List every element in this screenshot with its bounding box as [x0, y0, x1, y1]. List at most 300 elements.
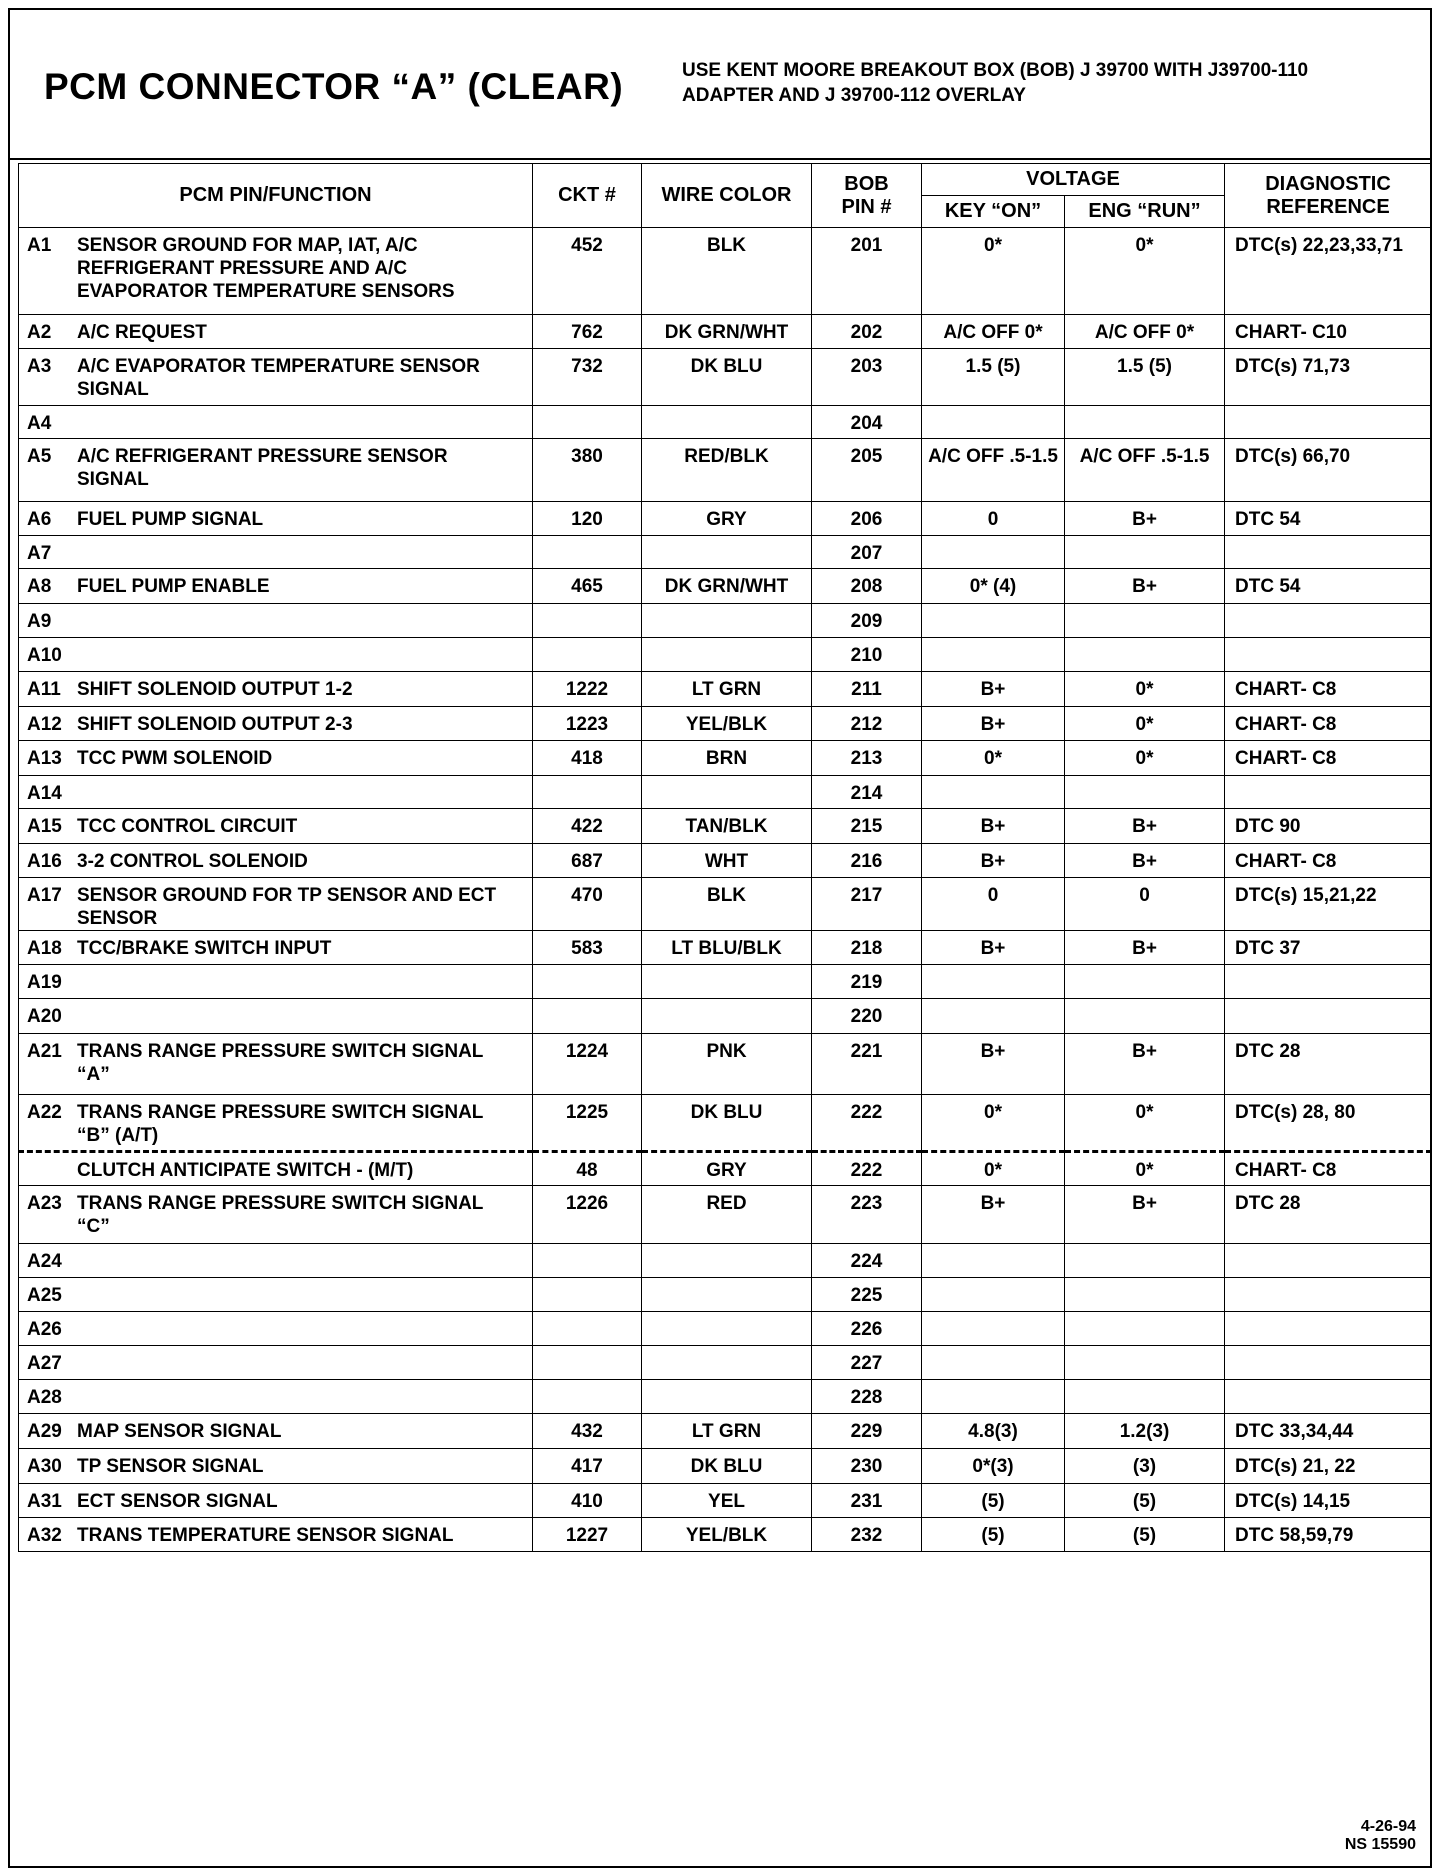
ckt-cell: 452 — [533, 228, 642, 315]
bob-pin-cell: 205 — [812, 439, 922, 502]
wire-color-cell: DK GRN/WHT — [642, 569, 812, 604]
ckt-cell — [533, 999, 642, 1034]
header-note-line-1: USE KENT MOORE BREAKOUT BOX (BOB) J 39700 WITH J39700-110 — [682, 60, 1309, 81]
pin-label: A2 — [27, 322, 52, 343]
pin-function: CLUTCH ANTICIPATE SWITCH - (M/T) — [77, 1160, 414, 1181]
bob-pin-cell: 227 — [812, 1346, 922, 1380]
table-row — [19, 1034, 1432, 1095]
key-on-voltage-cell — [922, 1380, 1065, 1414]
pin-function: TRANS RANGE PRESSURE SWITCH SIGNAL “A” — [77, 1041, 484, 1085]
wire-color-cell: TAN/BLK — [642, 809, 812, 844]
key-on-voltage-cell: (5) — [922, 1518, 1065, 1552]
pin-function-cell — [19, 604, 533, 638]
diagnostic-reference-cell — [1225, 1312, 1432, 1346]
key-on-voltage-cell: B+ — [922, 809, 1065, 844]
pin-function: TRANS TEMPERATURE SENSOR SIGNAL — [77, 1525, 454, 1546]
pin-function-cell — [19, 1484, 533, 1518]
table-row — [19, 844, 1432, 878]
pin-function: TRANS RANGE PRESSURE SWITCH SIGNAL “B” (A/T) — [77, 1102, 484, 1146]
eng-run-voltage-cell: B+ — [1065, 931, 1225, 965]
key-on-voltage-cell: B+ — [922, 844, 1065, 878]
table-row — [19, 315, 1432, 349]
document-footer — [1345, 1818, 1416, 1854]
pin-function: FUEL PUMP ENABLE — [77, 576, 270, 597]
ckt-cell — [533, 1380, 642, 1414]
col-header-bob-pin-line-2: PIN # — [841, 195, 892, 218]
table-row — [19, 1449, 1432, 1484]
table-row — [19, 1186, 1432, 1244]
pin-function-cell — [19, 1414, 533, 1449]
ckt-cell — [533, 638, 642, 672]
pin-label: A11 — [27, 679, 61, 700]
eng-run-voltage-cell: B+ — [1065, 844, 1225, 878]
table-row — [19, 1244, 1432, 1278]
key-on-voltage-cell — [922, 406, 1065, 439]
table-row — [19, 536, 1432, 569]
pin-function-cell — [19, 931, 533, 965]
ckt-cell: 1227 — [533, 1518, 642, 1552]
pin-function-cell — [19, 809, 533, 844]
wire-color-cell — [642, 638, 812, 672]
wire-color-cell — [642, 1380, 812, 1414]
bob-pin-cell: 207 — [812, 536, 922, 569]
ckt-cell: 120 — [533, 502, 642, 536]
pin-label: A6 — [27, 509, 52, 530]
wire-color-cell — [642, 1244, 812, 1278]
ckt-cell: 432 — [533, 1414, 642, 1449]
diagnostic-reference-cell: CHART- C8 — [1225, 1152, 1432, 1186]
wire-color-cell — [642, 999, 812, 1034]
diagnostic-reference-cell: DTC 54 — [1225, 569, 1432, 604]
table-row — [19, 638, 1432, 672]
pin-function-cell — [19, 1034, 533, 1095]
pin-function-cell — [19, 1312, 533, 1346]
table-row — [19, 1518, 1432, 1552]
pin-label: A32 — [27, 1525, 62, 1546]
diagnostic-reference-cell: CHART- C8 — [1225, 741, 1432, 776]
pin-label: A3 — [27, 356, 52, 377]
footer-code: NS 15590 — [1344, 1836, 1416, 1853]
ckt-cell — [533, 406, 642, 439]
pin-function-cell — [19, 1449, 533, 1484]
pin-function-cell — [19, 406, 533, 439]
key-on-voltage-cell — [922, 965, 1065, 999]
bob-pin-cell: 203 — [812, 349, 922, 406]
ckt-cell: 465 — [533, 569, 642, 604]
key-on-voltage-cell — [922, 638, 1065, 672]
wire-color-cell: WHT — [642, 844, 812, 878]
diagnostic-reference-cell: DTC(s) 28, 80 — [1225, 1095, 1432, 1152]
ckt-cell: 1223 — [533, 707, 642, 741]
wire-color-cell — [642, 1278, 812, 1312]
bob-pin-cell: 229 — [812, 1414, 922, 1449]
bob-pin-cell: 225 — [812, 1278, 922, 1312]
diagnostic-reference-cell: DTC 28 — [1225, 1034, 1432, 1095]
key-on-voltage-cell: 0 — [922, 502, 1065, 536]
table-row — [19, 809, 1432, 844]
pin-label: A26 — [27, 1319, 62, 1340]
pin-function-cell — [19, 707, 533, 741]
eng-run-voltage-cell: (5) — [1065, 1518, 1225, 1552]
eng-run-voltage-cell: 0* — [1065, 228, 1225, 315]
bob-pin-cell: 202 — [812, 315, 922, 349]
pin-function: A/C REQUEST — [77, 322, 207, 343]
col-header-diagnostic — [1225, 164, 1432, 228]
eng-run-voltage-cell — [1065, 965, 1225, 999]
eng-run-voltage-cell — [1065, 604, 1225, 638]
key-on-voltage-cell: B+ — [922, 931, 1065, 965]
pin-function: MAP SENSOR SIGNAL — [77, 1421, 282, 1442]
pin-label: A25 — [27, 1285, 62, 1306]
diagnostic-reference-cell — [1225, 406, 1432, 439]
pin-function: SENSOR GROUND FOR MAP, IAT, A/C REFRIGERANT PRESSURE AND A/C EVAPORATOR TEMPERATURE SENSORS — [77, 235, 455, 302]
eng-run-voltage-cell — [1065, 536, 1225, 569]
eng-run-voltage-cell: 1.2(3) — [1065, 1414, 1225, 1449]
bob-pin-cell: 213 — [812, 741, 922, 776]
pin-function-cell — [19, 878, 533, 931]
wire-color-cell: YEL/BLK — [642, 1518, 812, 1552]
pin-label: A7 — [27, 543, 52, 564]
wire-color-cell: DK BLU — [642, 349, 812, 406]
wire-color-cell: DK BLU — [642, 1095, 812, 1152]
pin-function-cell — [19, 844, 533, 878]
bob-pin-cell: 222 — [812, 1152, 922, 1186]
table-row — [19, 569, 1432, 604]
diagnostic-reference-cell: DTC(s) 66,70 — [1225, 439, 1432, 502]
pin-function-cell — [19, 1186, 533, 1244]
eng-run-voltage-cell: 0* — [1065, 1152, 1225, 1186]
header-note — [682, 58, 1308, 108]
bob-pin-cell: 226 — [812, 1312, 922, 1346]
eng-run-voltage-cell: 0* — [1065, 672, 1225, 707]
wire-color-cell: GRY — [642, 1152, 812, 1186]
bob-pin-cell: 220 — [812, 999, 922, 1034]
pin-label: A31 — [27, 1491, 62, 1512]
wire-color-cell — [642, 1346, 812, 1380]
pin-function-cell — [19, 672, 533, 707]
key-on-voltage-cell: B+ — [922, 707, 1065, 741]
eng-run-voltage-cell: B+ — [1065, 1034, 1225, 1095]
key-on-voltage-cell: 1.5 (5) — [922, 349, 1065, 406]
ckt-cell: 422 — [533, 809, 642, 844]
table-row — [19, 999, 1432, 1034]
bob-pin-cell: 224 — [812, 1244, 922, 1278]
table-row — [19, 878, 1432, 931]
bob-pin-cell: 201 — [812, 228, 922, 315]
key-on-voltage-cell: A/C OFF 0* — [922, 315, 1065, 349]
pin-label: A20 — [27, 1006, 62, 1027]
bob-pin-cell: 232 — [812, 1518, 922, 1552]
key-on-voltage-cell: A/C OFF .5-1.5 — [922, 439, 1065, 502]
eng-run-voltage-cell: (5) — [1065, 1484, 1225, 1518]
diagnostic-reference-cell — [1225, 965, 1432, 999]
wire-color-cell: PNK — [642, 1034, 812, 1095]
key-on-voltage-cell: 0*(3) — [922, 1449, 1065, 1484]
pin-label: A16 — [27, 851, 62, 872]
table-row — [19, 349, 1432, 406]
table-body — [19, 228, 1432, 1552]
table-row — [19, 1095, 1432, 1152]
eng-run-voltage-cell — [1065, 1312, 1225, 1346]
pin-function: FUEL PUMP SIGNAL — [77, 509, 264, 530]
pin-function-cell — [19, 999, 533, 1034]
key-on-voltage-cell: B+ — [922, 1034, 1065, 1095]
diagnostic-reference-cell: DTC(s) 15,21,22 — [1225, 878, 1432, 931]
key-on-voltage-cell: 0* — [922, 741, 1065, 776]
ckt-cell — [533, 1278, 642, 1312]
key-on-voltage-cell: 0* — [922, 1152, 1065, 1186]
table-row — [19, 776, 1432, 809]
ckt-cell: 48 — [533, 1152, 642, 1186]
document-sheet — [8, 8, 1432, 1868]
wire-color-cell: LT BLU/BLK — [642, 931, 812, 965]
pin-label: A17 — [27, 885, 62, 906]
diagnostic-reference-cell: CHART- C8 — [1225, 707, 1432, 741]
pin-label: A12 — [27, 714, 62, 735]
wire-color-cell — [642, 536, 812, 569]
eng-run-voltage-cell — [1065, 638, 1225, 672]
col-header-wire-color: WIRE COLOR — [642, 164, 812, 228]
table-row — [19, 1380, 1432, 1414]
diagnostic-reference-cell — [1225, 1380, 1432, 1414]
ckt-cell: 1224 — [533, 1034, 642, 1095]
ckt-cell — [533, 776, 642, 809]
col-header-eng-run: ENG “RUN” — [1065, 196, 1225, 228]
bob-pin-cell: 221 — [812, 1034, 922, 1095]
pin-function: TCC/BRAKE SWITCH INPUT — [77, 938, 332, 959]
pin-label: A18 — [27, 938, 62, 959]
eng-run-voltage-cell: 0* — [1065, 707, 1225, 741]
pin-function-cell — [19, 349, 533, 406]
ckt-cell: 1225 — [533, 1095, 642, 1152]
col-header-pin-function: PCM PIN/FUNCTION — [19, 164, 533, 228]
pin-function: A/C EVAPORATOR TEMPERATURE SENSOR SIGNAL — [77, 356, 480, 400]
eng-run-voltage-cell: (3) — [1065, 1449, 1225, 1484]
diagnostic-reference-cell: DTC(s) 22,23,33,71 — [1225, 228, 1432, 315]
table-row — [19, 931, 1432, 965]
pin-label: A27 — [27, 1353, 62, 1374]
wire-color-cell: LT GRN — [642, 672, 812, 707]
ckt-cell: 762 — [533, 315, 642, 349]
bob-pin-cell: 219 — [812, 965, 922, 999]
key-on-voltage-cell: 0* (4) — [922, 569, 1065, 604]
bob-pin-cell: 217 — [812, 878, 922, 931]
table-row — [19, 406, 1432, 439]
col-header-ckt: CKT # — [533, 164, 642, 228]
eng-run-voltage-cell: A/C OFF .5-1.5 — [1065, 439, 1225, 502]
bob-pin-cell: 208 — [812, 569, 922, 604]
ckt-cell — [533, 604, 642, 638]
pin-label: A13 — [27, 748, 62, 769]
table-header-row — [19, 164, 1432, 196]
ckt-cell — [533, 965, 642, 999]
pin-function-cell — [19, 965, 533, 999]
bob-pin-cell: 230 — [812, 1449, 922, 1484]
pin-function-cell — [19, 315, 533, 349]
pin-function-cell — [19, 1152, 533, 1186]
key-on-voltage-cell — [922, 776, 1065, 809]
pin-function-cell — [19, 1380, 533, 1414]
wire-color-cell — [642, 776, 812, 809]
diagnostic-reference-cell: DTC(s) 21, 22 — [1225, 1449, 1432, 1484]
eng-run-voltage-cell: B+ — [1065, 502, 1225, 536]
bob-pin-cell: 210 — [812, 638, 922, 672]
pin-function: TCC CONTROL CIRCUIT — [77, 816, 298, 837]
bob-pin-cell: 222 — [812, 1095, 922, 1152]
key-on-voltage-cell: 4.8(3) — [922, 1414, 1065, 1449]
col-header-bob-pin-line-1: BOB — [844, 172, 889, 195]
wire-color-cell: DK GRN/WHT — [642, 315, 812, 349]
pin-function-cell — [19, 569, 533, 604]
eng-run-voltage-cell — [1065, 1346, 1225, 1380]
diagnostic-reference-cell — [1225, 638, 1432, 672]
ckt-cell — [533, 1312, 642, 1346]
wire-color-cell: BLK — [642, 228, 812, 315]
ckt-cell: 380 — [533, 439, 642, 502]
pin-label: A22 — [27, 1102, 62, 1123]
eng-run-voltage-cell: 0* — [1065, 741, 1225, 776]
table-row — [19, 228, 1432, 315]
pin-function-cell — [19, 439, 533, 502]
wire-color-cell: BRN — [642, 741, 812, 776]
diagnostic-reference-cell — [1225, 776, 1432, 809]
pin-function-cell — [19, 1346, 533, 1380]
pin-function-cell — [19, 1244, 533, 1278]
bob-pin-cell: 228 — [812, 1380, 922, 1414]
pin-function-cell — [19, 638, 533, 672]
pin-function-cell — [19, 741, 533, 776]
ckt-cell — [533, 536, 642, 569]
pin-function-cell — [19, 1278, 533, 1312]
ckt-cell: 1226 — [533, 1186, 642, 1244]
wire-color-cell: YEL/BLK — [642, 707, 812, 741]
pin-label: A14 — [27, 783, 62, 804]
key-on-voltage-cell — [922, 1278, 1065, 1312]
diagnostic-reference-cell: CHART- C8 — [1225, 672, 1432, 707]
eng-run-voltage-cell: 0* — [1065, 1095, 1225, 1152]
bob-pin-cell: 209 — [812, 604, 922, 638]
pin-function: TP SENSOR SIGNAL — [77, 1456, 264, 1477]
diagnostic-reference-cell — [1225, 1278, 1432, 1312]
key-on-voltage-cell: B+ — [922, 1186, 1065, 1244]
key-on-voltage-cell: 0* — [922, 1095, 1065, 1152]
pin-label: A15 — [27, 816, 62, 837]
wire-color-cell — [642, 406, 812, 439]
pin-label: A23 — [27, 1193, 62, 1214]
bob-pin-cell: 218 — [812, 931, 922, 965]
pin-function-cell — [19, 1095, 533, 1152]
pin-label: A28 — [27, 1387, 62, 1408]
wire-color-cell: LT GRN — [642, 1414, 812, 1449]
key-on-voltage-cell — [922, 1312, 1065, 1346]
diagnostic-reference-cell: DTC 90 — [1225, 809, 1432, 844]
diagnostic-reference-cell — [1225, 1244, 1432, 1278]
ckt-cell — [533, 1244, 642, 1278]
key-on-voltage-cell: (5) — [922, 1484, 1065, 1518]
pin-label: A21 — [27, 1041, 62, 1062]
eng-run-voltage-cell: B+ — [1065, 809, 1225, 844]
diagnostic-reference-cell — [1225, 1346, 1432, 1380]
eng-run-voltage-cell: 0 — [1065, 878, 1225, 931]
eng-run-voltage-cell: A/C OFF 0* — [1065, 315, 1225, 349]
wire-color-cell: RED/BLK — [642, 439, 812, 502]
table-row — [19, 1312, 1432, 1346]
table-row — [19, 1152, 1432, 1186]
ckt-cell: 418 — [533, 741, 642, 776]
eng-run-voltage-cell — [1065, 999, 1225, 1034]
header-note-line-2: ADAPTER AND J 39700-112 OVERLAY — [682, 85, 1026, 106]
table-row — [19, 672, 1432, 707]
key-on-voltage-cell — [922, 536, 1065, 569]
ckt-cell: 583 — [533, 931, 642, 965]
diagnostic-reference-cell: DTC 54 — [1225, 502, 1432, 536]
diagnostic-reference-cell: DTC 33,34,44 — [1225, 1414, 1432, 1449]
pin-label: A8 — [27, 576, 52, 597]
diagnostic-reference-cell: DTC 28 — [1225, 1186, 1432, 1244]
col-header-key-on: KEY “ON” — [922, 196, 1065, 228]
table-row — [19, 741, 1432, 776]
eng-run-voltage-cell — [1065, 776, 1225, 809]
wire-color-cell: RED — [642, 1186, 812, 1244]
col-header-bob-pin — [812, 164, 922, 228]
bob-pin-cell: 231 — [812, 1484, 922, 1518]
eng-run-voltage-cell — [1065, 1244, 1225, 1278]
diagnostic-reference-cell: DTC(s) 71,73 — [1225, 349, 1432, 406]
pin-function-cell — [19, 1518, 533, 1552]
wire-color-cell — [642, 604, 812, 638]
key-on-voltage-cell: 0 — [922, 878, 1065, 931]
eng-run-voltage-cell — [1065, 1380, 1225, 1414]
ckt-cell: 687 — [533, 844, 642, 878]
key-on-voltage-cell: B+ — [922, 672, 1065, 707]
diagnostic-reference-cell: DTC 58,59,79 — [1225, 1518, 1432, 1552]
diagnostic-reference-cell: CHART- C10 — [1225, 315, 1432, 349]
pin-label: A19 — [27, 972, 62, 993]
diagnostic-reference-cell — [1225, 604, 1432, 638]
pin-label: A24 — [27, 1251, 62, 1272]
diagnostic-reference-cell: CHART- C8 — [1225, 844, 1432, 878]
pin-label: A29 — [27, 1421, 62, 1442]
ckt-cell: 417 — [533, 1449, 642, 1484]
pin-table — [18, 163, 1432, 1552]
key-on-voltage-cell: 0* — [922, 228, 1065, 315]
pin-function: TCC PWM SOLENOID — [77, 748, 273, 769]
table-row — [19, 965, 1432, 999]
pin-label: A5 — [27, 446, 52, 467]
bob-pin-cell: 216 — [812, 844, 922, 878]
pin-label: A30 — [27, 1456, 62, 1477]
pin-function: ECT SENSOR SIGNAL — [77, 1491, 278, 1512]
eng-run-voltage-cell — [1065, 1278, 1225, 1312]
pin-label: A1 — [27, 235, 52, 256]
pin-function-cell — [19, 536, 533, 569]
pin-label: A4 — [27, 413, 52, 434]
key-on-voltage-cell — [922, 999, 1065, 1034]
wire-color-cell: GRY — [642, 502, 812, 536]
wire-color-cell — [642, 965, 812, 999]
wire-color-cell — [642, 1312, 812, 1346]
bob-pin-cell: 212 — [812, 707, 922, 741]
eng-run-voltage-cell: 1.5 (5) — [1065, 349, 1225, 406]
diagnostic-reference-cell — [1225, 536, 1432, 569]
table-row — [19, 1484, 1432, 1518]
table-row — [19, 1278, 1432, 1312]
key-on-voltage-cell — [922, 1346, 1065, 1380]
key-on-voltage-cell — [922, 1244, 1065, 1278]
pin-function: A/C REFRIGERANT PRESSURE SENSOR SIGNAL — [77, 446, 448, 490]
table-row — [19, 502, 1432, 536]
table-row — [19, 1414, 1432, 1449]
